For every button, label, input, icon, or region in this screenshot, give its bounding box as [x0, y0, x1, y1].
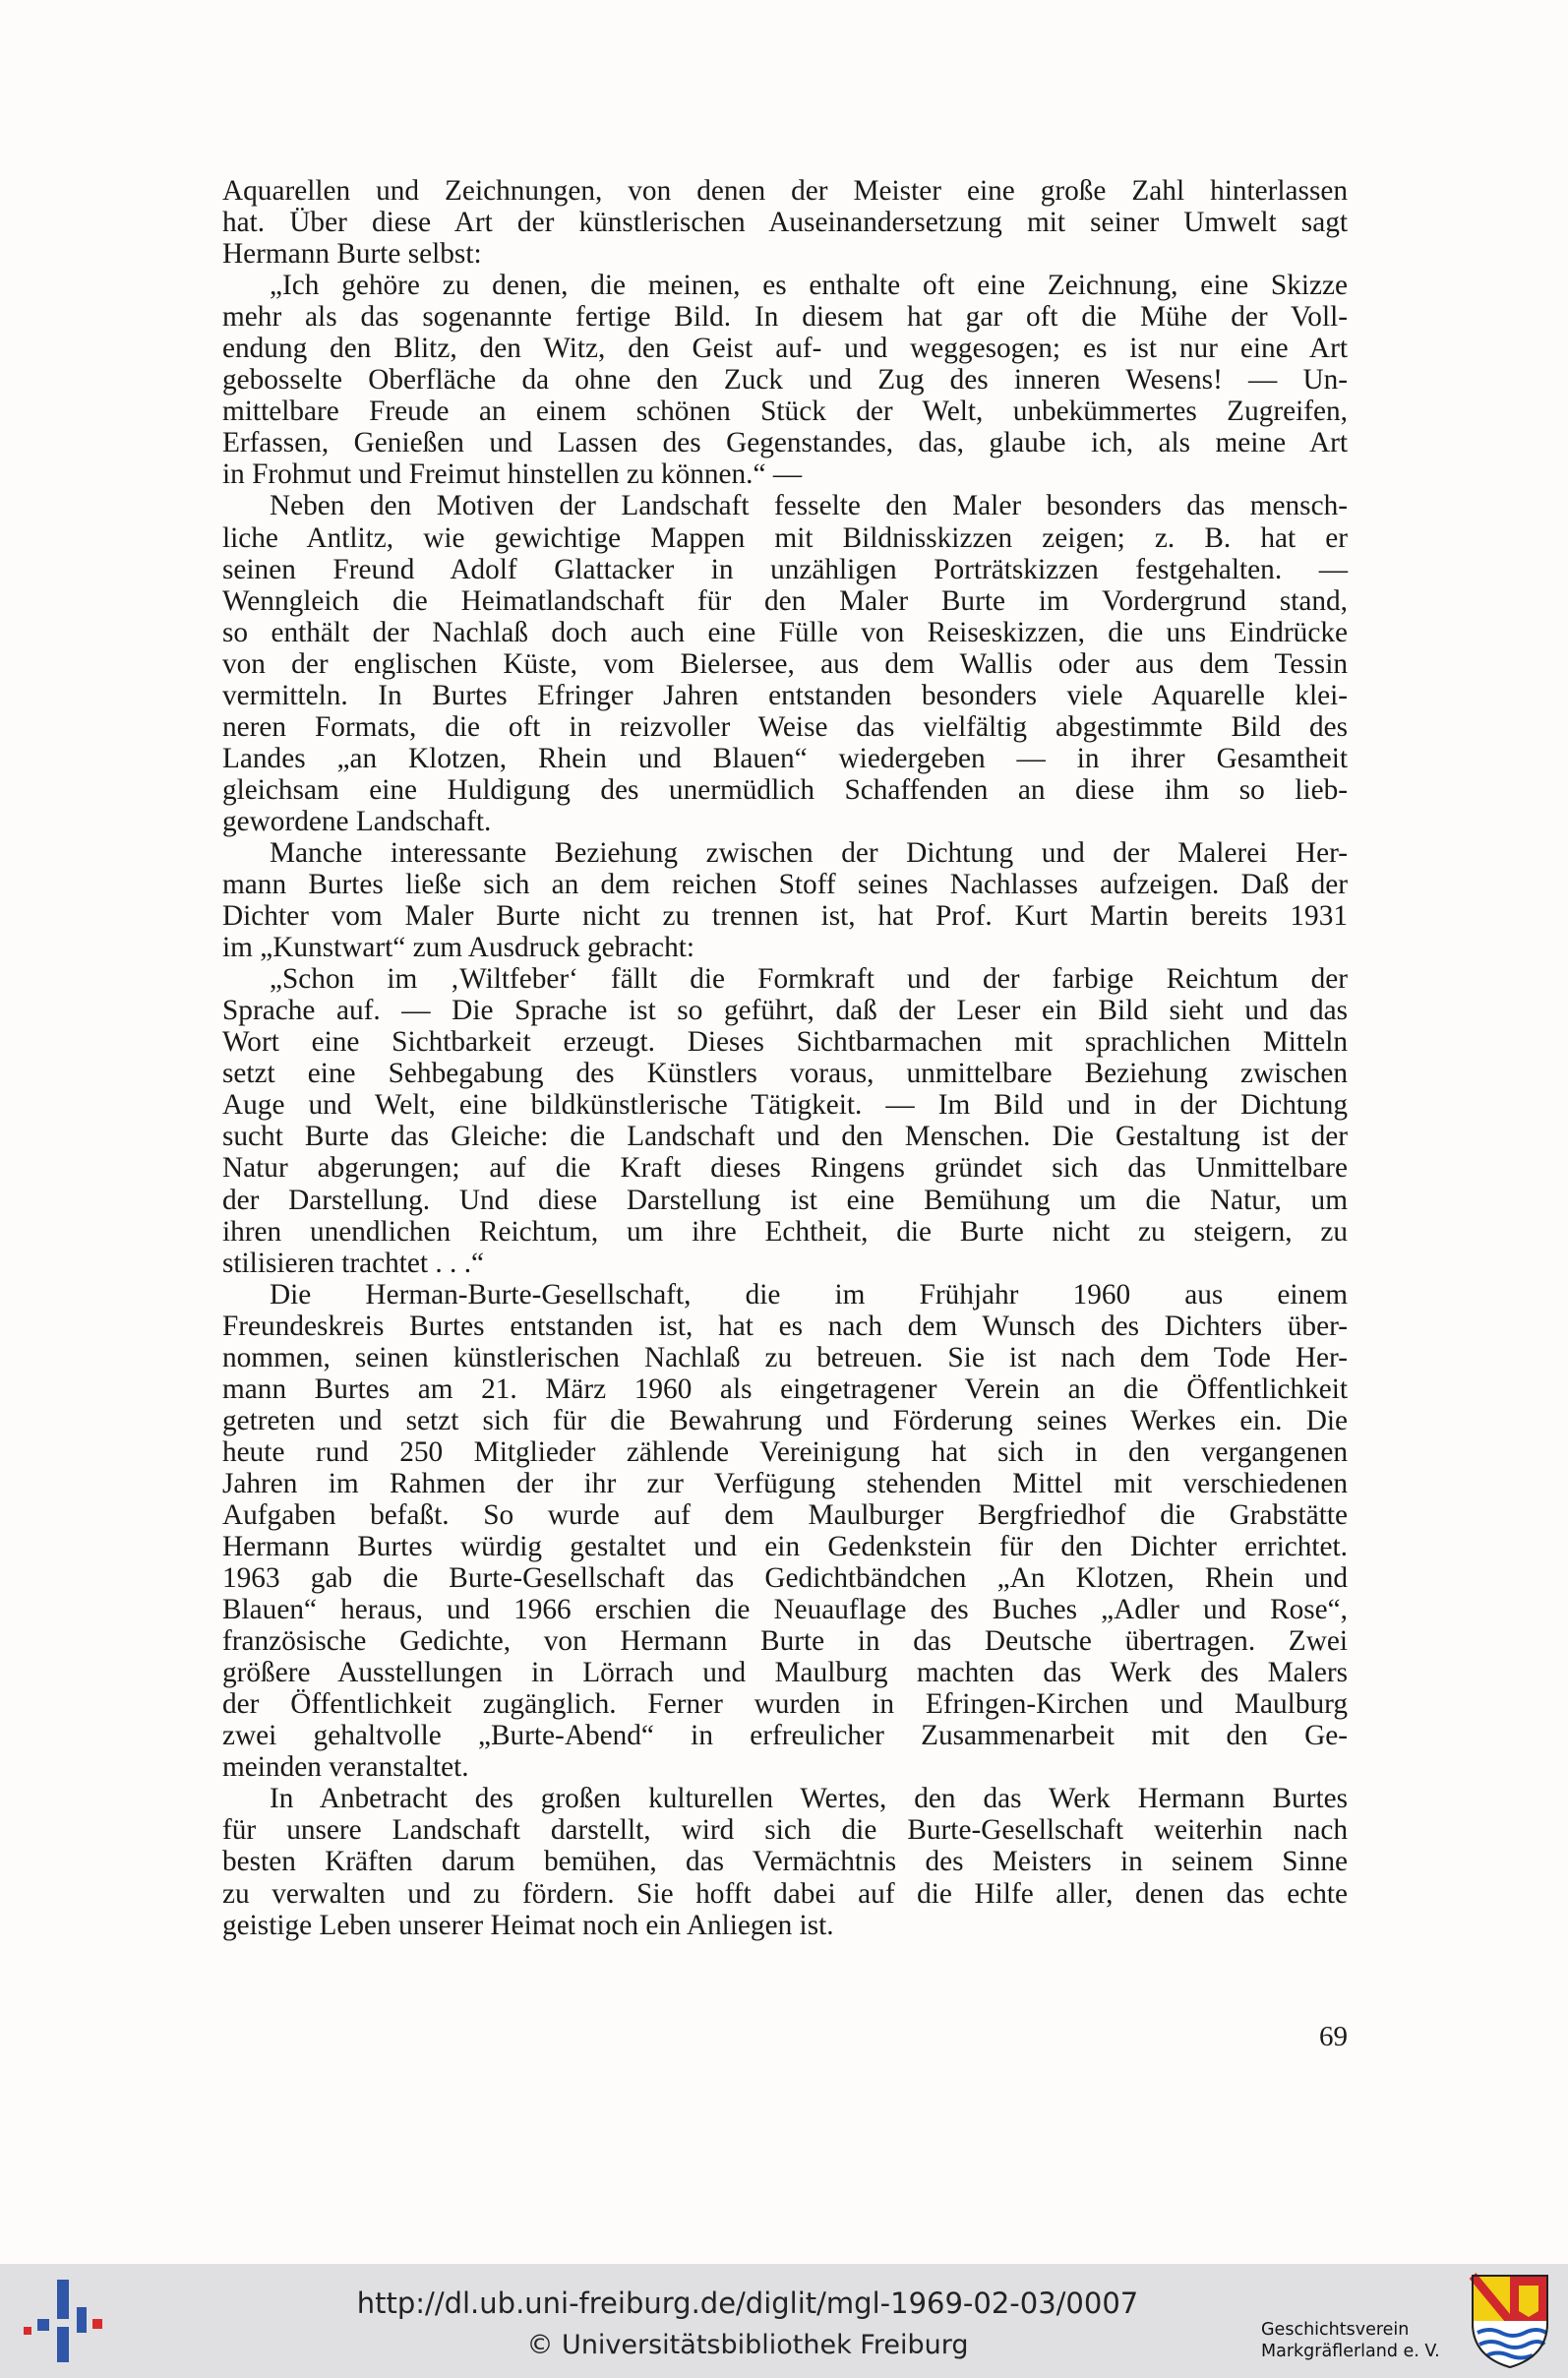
text-line: neren Formats, die oft in reizvoller Weise das vielfältig abgestimmte Bild des [222, 710, 1348, 743]
text-line: in Frohmut und Freimut hinstellen zu können.“ — [222, 458, 803, 491]
ub-freiburg-logo-icon [24, 2280, 102, 2362]
text-line: Aufgaben befaßt. So wurde auf dem Maulburger Bergfriedhof die Grabstätte [222, 1498, 1348, 1531]
text-line: mann Burtes am 21. März 1960 als eingetragener Verein an die Öffentlichkeit [222, 1372, 1348, 1405]
copyright-notice: © Universitätsbibliothek Freiburg [526, 2330, 969, 2360]
text-line: stilisieren trachtet . . .“ [222, 1247, 485, 1279]
text-line: der Öffentlichkeit zugänglich. Ferner wurden in Efringen-Kirchen und Maulburg [222, 1688, 1348, 1721]
document-url-link[interactable]: http://dl.ub.uni-freiburg.de/diglit/mgl-1969-02-03/0007 [356, 2287, 1139, 2320]
text-line: gebosselte Oberfläche da ohne den Zuck und Zug des inneren Wesens! — Un- [222, 364, 1348, 396]
text-line: „Ich gehöre zu denen, die meinen, es enthalte oft eine Zeichnung, eine Skizze [270, 270, 1348, 302]
text-line: Jahren im Rahmen der ihr zur Verfügung stehenden Mittel mit verschiedenen [222, 1467, 1348, 1499]
text-line: so enthält der Nachlaß doch auch eine Fülle von Reiseskizzen, die uns Eindrücke [222, 616, 1348, 648]
text-line: Sprache auf. — Die Sprache ist so geführt, daß der Leser ein Bild sieht und das [222, 995, 1348, 1027]
text-line: nommen, seinen künstlerischen Nachlaß zu betreuen. Sie ist nach dem Tode Her- [222, 1341, 1348, 1373]
text-line: ihren unendlichen Reichtum, um ihre Echtheit, die Burte nicht zu steigern, zu [222, 1215, 1348, 1248]
text-line: Aquarellen und Zeichnungen, von denen der Meister eine große Zahl hinterlassen [222, 175, 1348, 207]
text-line: französische Gedichte, von Hermann Burte in das Deutsche übertragen. Zwei [222, 1625, 1348, 1658]
text-line: Landes „an Klotzen, Rhein und Blauen“ wiedergeben — in ihrer Gesamtheit [222, 742, 1348, 774]
text-line: In Anbetracht des großen kulturellen Wertes, den das Werk Hermann Burtes [270, 1783, 1348, 1815]
text-line: Blauen“ heraus, und 1966 erschien die Neuauflage des Buches „Adler und Rose“, [222, 1594, 1348, 1626]
text-line: „Schon im ‚Wiltfeber‘ fällt die Formkraft und der farbige Reichtum der [270, 963, 1348, 996]
text-line: Auge und Welt, eine bildkünstlerische Tätigkeit. — Im Bild und in der Dichtung [222, 1089, 1348, 1122]
text-line: im „Kunstwart“ zum Ausdruck gebracht: [222, 932, 695, 964]
text-line: für unsere Landschaft darstellt, wird sich die Burte-Gesellschaft weiterhin nach [222, 1814, 1348, 1847]
text-line: mittelbare Freude an einem schönen Stück der Welt, unbekümmertes Zugreifen, [222, 396, 1348, 428]
text-line: Erfassen, Genießen und Lassen des Gegenstandes, das, glaube ich, als meine Art [222, 427, 1348, 459]
text-line: Dichter vom Maler Burte nicht zu trennen ist, hat Prof. Kurt Martin bereits 1931 [222, 900, 1348, 933]
text-line: setzt eine Sehbegabung des Künstlers voraus, unmittelbare Beziehung zwischen [222, 1058, 1348, 1090]
text-line: heute rund 250 Mitglieder zählende Vereinigung hat sich in den vergangenen [222, 1435, 1348, 1468]
text-line: zwei gehaltvolle „Burte-Abend“ in erfreulicher Zusammenarbeit mit den Ge- [222, 1720, 1348, 1752]
text-line: 1963 gab die Burte-Gesellschaft das Gedichtbändchen „An Klotzen, Rhein und [222, 1562, 1348, 1595]
text-line: größere Ausstellungen in Lörrach und Maulburg machten das Werk des Malers [222, 1657, 1348, 1689]
text-line: geistige Leben unserer Heimat noch ein Anliegen ist. [222, 1909, 834, 1941]
society-name-line1: Geschichtsverein [1261, 2320, 1410, 2340]
text-line: gleichsam eine Huldigung des unermüdlich Schaffenden an diese ihm so lieb- [222, 773, 1348, 806]
text-line: gewordene Landschaft. [222, 805, 492, 837]
page-number: 69 [1319, 2021, 1348, 2052]
text-line: sucht Burte das Gleiche: die Landschaft und den Menschen. Die Gestaltung ist der [222, 1121, 1348, 1153]
text-line: Hermann Burtes würdig gestaltet und ein Gedenkstein für den Dichter errichtet. [222, 1531, 1348, 1563]
text-line: meinden veranstaltet. [222, 1751, 469, 1784]
coat-of-arms-icon [1470, 2272, 1550, 2370]
society-name [1261, 2319, 1458, 2362]
text-line: Die Herman-Burte-Gesellschaft, die im Frühjahr 1960 aus einem [270, 1278, 1348, 1311]
text-line: mann Burtes ließe sich an dem reichen Stoff seines Nachlasses aufzeigen. Daß der [222, 869, 1348, 901]
text-line: von der englischen Küste, vom Bielersee, aus dem Wallis oder aus dem Tessin [222, 647, 1348, 680]
text-line: Hermann Burte selbst: [222, 238, 482, 271]
text-line: besten Kräften darum bemühen, das Vermächtnis des Meisters in seinem Sinne [222, 1846, 1348, 1878]
text-line: Neben den Motiven der Landschaft fesselte den Maler besonders das mensch- [270, 490, 1348, 522]
text-line: Wort eine Sichtbarkeit erzeugt. Dieses Sichtbarmachen mit sprachlichen Mitteln [222, 1026, 1348, 1059]
society-name-line2: Markgräflerland e. V. [1261, 2342, 1440, 2361]
document-body [222, 175, 1348, 1941]
text-line: Wenngleich die Heimatlandschaft für den Maler Burte im Vordergrund stand, [222, 584, 1348, 617]
text-line: vermitteln. In Burtes Efringer Jahren entstanden besonders viele Aquarelle klei- [222, 679, 1348, 711]
text-line: endung den Blitz, den Witz, den Geist auf- und weggesogen; es ist nur eine Art [222, 333, 1348, 365]
text-line: der Darstellung. Und diese Darstellung ist eine Bemühung um die Natur, um [222, 1184, 1348, 1216]
text-line: liche Antlitz, wie gewichtige Mappen mit Bildnisskizzen zeigen; z. B. hat er [222, 521, 1348, 554]
text-line: seinen Freund Adolf Glattacker in unzähligen Porträtskizzen festgehalten. — [222, 553, 1348, 585]
text-line: mehr als das sogenannte fertige Bild. In diesem hat gar oft die Mühe der Voll- [222, 301, 1348, 334]
text-line: Natur abgerungen; auf die Kraft dieses Ringens gründet sich das Unmittelbare [222, 1152, 1348, 1185]
text-line: zu verwalten und zu fördern. Sie hofft dabei auf die Hilfe aller, denen das echte [222, 1877, 1348, 1910]
footer-bar [0, 2264, 1568, 2378]
text-line: hat. Über diese Art der künstlerischen Auseinandersetzung mit seiner Umwelt sagt [222, 207, 1348, 239]
text-line: Freundeskreis Burtes entstanden ist, hat es nach dem Wunsch des Dichters über- [222, 1310, 1348, 1342]
text-line: Manche interessante Beziehung zwischen der Dichtung und der Malerei Her- [270, 836, 1348, 869]
text-line: getreten und setzt sich für die Bewahrung und Förderung seines Werkes ein. Die [222, 1404, 1348, 1436]
